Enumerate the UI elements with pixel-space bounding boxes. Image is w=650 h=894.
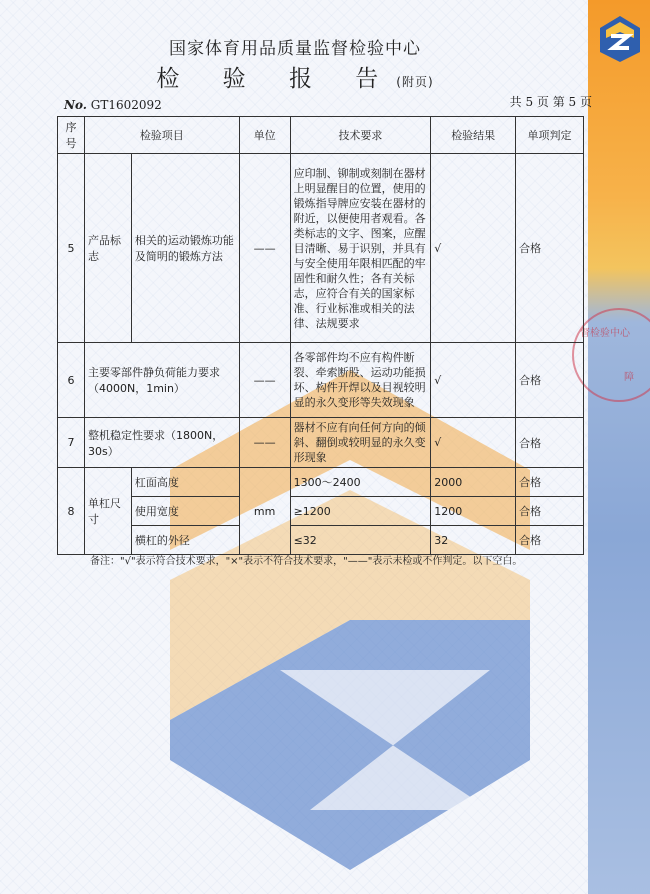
table-row [58,418,584,468]
col-header-item: 检验项目 [84,117,239,154]
row-no: 5 [58,154,85,343]
stamp-text-2: 障 [624,372,634,383]
center-logo-icon [598,14,642,64]
col-header-verdict: 单项判定 [516,117,584,154]
sub-row-requirement: ≤32 [290,526,431,555]
sub-row-name: 使用宽度 [131,497,239,526]
row-result: √ [431,154,516,343]
col-header-requirement: 技术要求 [290,117,431,154]
row-no: 7 [58,418,85,468]
row-requirement: 各零部件均不应有构件断裂、牵索断股、运动功能损坏、构件开焊以及目视较明显的永久变形等失效现象 [290,343,431,418]
table-row [58,468,584,497]
col-header-no: 序号 [58,117,85,154]
table-row [58,497,584,526]
sub-row-name: 杠面高度 [131,468,239,497]
table-row [58,154,584,343]
row-unit: —— [239,154,290,343]
row-result: √ [431,418,516,468]
row-item: 整机稳定性要求（1800N，30s） [84,418,239,468]
row-no: 6 [58,343,85,418]
row-item: 主要零部件静负荷能力要求（4000N，1min） [84,343,239,418]
report-number [64,98,162,112]
table-header-row [58,117,584,154]
sub-row-requirement: ≥1200 [290,497,431,526]
row-item: 单杠尺寸 [84,468,131,555]
report-subtitle: (附页) [396,75,434,89]
sub-row-verdict: 合格 [516,468,584,497]
table-row [58,343,584,418]
row-sub-item: 相关的运动锻炼功能及简明的锻炼方法 [131,154,239,343]
report-title [0,60,590,93]
row-verdict: 合格 [516,154,584,343]
row-verdict: 合格 [516,418,584,468]
report-number-value: GT1602092 [90,98,162,112]
col-header-result: 检验结果 [431,117,516,154]
row-requirement: 应印制、铆制或刻制在器材上明显醒目的位置，使用的锻炼指导牌应安装在器材的附近，以便使用者观看。各类标志的文字、图案，应醒目清晰、易于识别，并具有与安全使用年限相匹配的牢固性和耐久性；各有关标志，应符合有关的国家标准、行业标准或相关的法律、法规要求 [290,154,431,343]
report-title-text: 检 验 报 告 [156,66,397,92]
row-unit: mm [239,468,290,555]
inspection-table [57,116,584,555]
sub-row-verdict: 合格 [516,497,584,526]
sub-row-result: 1200 [431,497,516,526]
row-verdict: 合格 [516,343,584,418]
sub-row-name: 横杠的外径 [131,526,239,555]
row-unit: —— [239,418,290,468]
sub-row-requirement: 1300～2400 [290,468,431,497]
sub-row-result: 32 [431,526,516,555]
footnote: 备注："√"表示符合技术要求，"×"表示不符合技术要求，"——"表示未检或不作判定。以下空白。 [90,556,523,567]
row-result: √ [431,343,516,418]
col-header-unit: 单位 [239,117,290,154]
row-item: 产品标志 [84,154,131,343]
sub-row-result: 2000 [431,468,516,497]
report-number-label: No. [64,98,87,112]
row-no: 8 [58,468,85,555]
sub-row-verdict: 合格 [516,526,584,555]
row-requirement: 器材不应有向任何方向的倾斜、翻倒或较明显的永久变形现象 [290,418,431,468]
page-indicator: 共 5 页 第 5 页 [509,95,592,109]
stamp-text: 督检验中心 [580,328,630,339]
organization-title: 国家体育用品质量监督检验中心 [169,39,421,59]
row-unit: —— [239,343,290,418]
table-row [58,526,584,555]
side-color-band [588,0,650,894]
